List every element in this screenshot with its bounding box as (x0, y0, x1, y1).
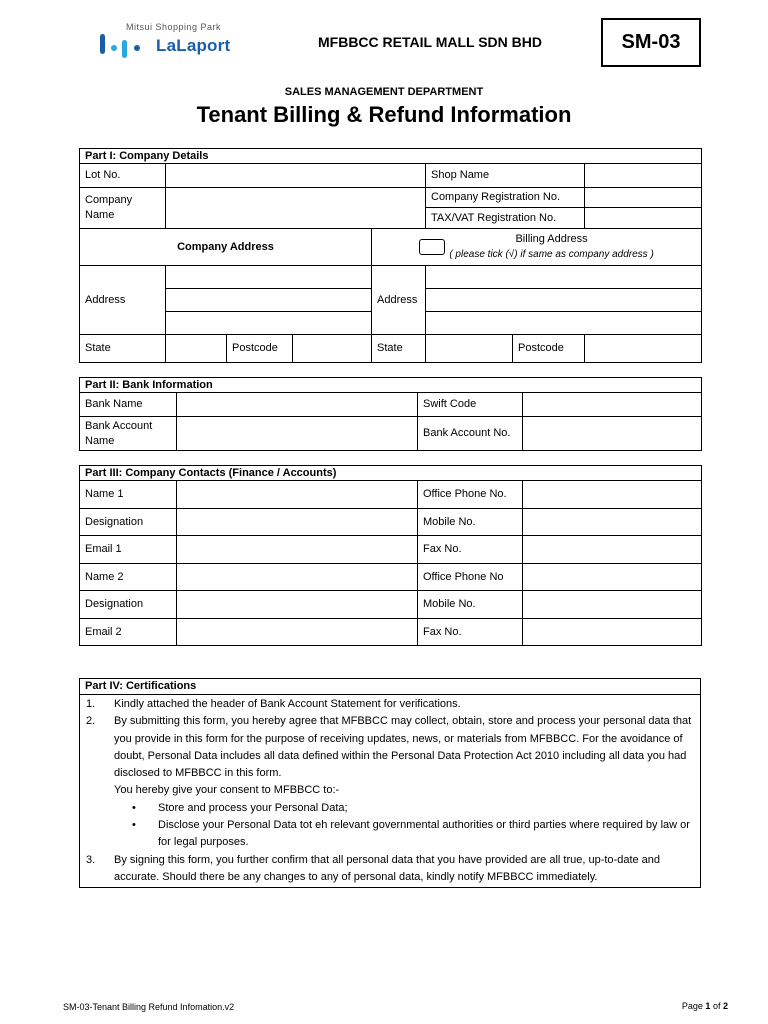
shop-name-label: Shop Name (426, 164, 585, 188)
billing-address-label: Billing Address (515, 233, 588, 245)
shop-name-field[interactable] (585, 164, 702, 188)
company-name: MFBBCC RETAIL MALL SDN BHD (318, 34, 542, 50)
contact-label: Office Phone No. (418, 481, 523, 509)
contact-label: Name 1 (80, 481, 177, 509)
contact-field[interactable] (177, 481, 418, 509)
contact-field[interactable] (177, 619, 418, 646)
company-name-label: Company Name (80, 188, 166, 229)
bank-account-name-field[interactable] (177, 417, 418, 451)
billing-state-field[interactable] (426, 335, 513, 363)
billing-address-line3[interactable] (426, 312, 702, 335)
certification-number: 1. (86, 698, 96, 710)
bullet-icon: • (132, 801, 136, 814)
swift-code-label: Swift Code (418, 393, 523, 417)
billing-state-label: State (372, 335, 426, 363)
contact-label: Mobile No. (418, 509, 523, 536)
page-total: 2 (722, 1001, 728, 1011)
company-address-heading: Company Address (80, 229, 372, 266)
company-address-line3[interactable] (166, 312, 372, 335)
bullet-icon: • (132, 819, 136, 832)
certifications-section (79, 678, 701, 888)
bank-account-no-field[interactable] (523, 417, 702, 451)
contact-label: Designation (80, 509, 177, 536)
page-title: Tenant Billing & Refund Information (196, 102, 572, 127)
company-reg-no-field[interactable] (585, 188, 702, 208)
company-postcode-field[interactable] (293, 335, 372, 363)
form-code-box: SM-03 (601, 18, 701, 67)
billing-address-heading (372, 229, 702, 266)
logo-wordmark: LaLaport (156, 36, 231, 55)
part2-heading: Part II: Bank Information (80, 378, 702, 393)
contact-field[interactable] (523, 481, 702, 509)
logo-tagline: Mitsui Shopping Park (126, 22, 222, 32)
certification-number: 3. (86, 853, 96, 866)
certification-item (86, 713, 694, 782)
lot-no-field[interactable] (166, 164, 426, 188)
document-reference: SM-03-Tenant Billing Refund Infomation.v2 (63, 1002, 235, 1012)
consent-intro: You hereby give your consent to MFBBCC to:- (114, 784, 340, 797)
certification-text: By signing this form, you further confirm that all personal data that you have provided are all true, up-to-date and accurate. Should there be any changes to any of personal data, kindly notify MFBBCC immediately. (114, 853, 661, 883)
contact-label: Office Phone No (418, 564, 523, 591)
certification-text: Kindly attached the header of Bank Account Statement for verifications. (114, 698, 461, 710)
consent-bullet (132, 800, 694, 817)
consent-block (114, 782, 694, 851)
certification-item (86, 696, 694, 713)
bank-account-name-label: Bank Account Name (80, 417, 177, 451)
certification-number: 2. (86, 715, 96, 728)
bank-name-label: Bank Name (80, 393, 177, 417)
lalaport-logo (100, 22, 260, 66)
contact-field[interactable] (523, 591, 702, 619)
page-of: of (712, 1001, 721, 1011)
certification-text: By submitting this form, you hereby agree that MFBBCC may collect, obtain, store and process your personal data that you provide in this form for the purpose of receiving updates, news, or materials from MFBBCC. For the avoidance of doubt, Personal Data includes all data defined within the Personal Data Protection Act 2010 including all data you had disclosed to MFBBCC in this form. (114, 715, 692, 780)
swift-code-field[interactable] (523, 393, 702, 417)
contact-field[interactable] (177, 564, 418, 591)
page-current: 1 (705, 1001, 711, 1011)
company-contacts-table (79, 465, 702, 646)
contact-label: Fax No. (418, 536, 523, 564)
billing-postcode-label: Postcode (513, 335, 585, 363)
page-number (682, 1001, 728, 1011)
consent-bullets (114, 800, 694, 852)
contact-label: Fax No. (418, 619, 523, 646)
same-address-checkbox[interactable] (419, 239, 445, 255)
consent-bullet-text: Store and process your Personal Data; (158, 801, 348, 814)
consent-bullet (132, 817, 694, 852)
company-postcode-label: Postcode (227, 335, 293, 363)
company-name-field[interactable] (166, 188, 426, 229)
contact-field[interactable] (177, 536, 418, 564)
billing-address-line2[interactable] (426, 289, 702, 312)
bank-account-no-label: Bank Account No. (418, 417, 523, 451)
contact-field[interactable] (523, 509, 702, 536)
certification-number (86, 782, 114, 851)
contact-field[interactable] (523, 536, 702, 564)
billing-postcode-field[interactable] (585, 335, 702, 363)
company-address-line2[interactable] (166, 289, 372, 312)
contact-field[interactable] (177, 509, 418, 536)
contact-label: Email 1 (80, 536, 177, 564)
lot-no-label: Lot No. (80, 164, 166, 188)
company-state-field[interactable] (166, 335, 227, 363)
company-details-table (79, 148, 702, 363)
certification-item (86, 852, 694, 887)
contact-field[interactable] (523, 619, 702, 646)
company-state-label: State (80, 335, 166, 363)
contact-field[interactable] (523, 564, 702, 591)
certification-item (86, 782, 694, 851)
contact-label: Designation (80, 591, 177, 619)
contact-label: Name 2 (80, 564, 177, 591)
company-reg-no-label: Company Registration No. (426, 188, 585, 208)
logo-mark-icon (100, 32, 150, 62)
billing-address-line1[interactable] (426, 266, 702, 289)
consent-bullet-text: Disclose your Personal Data tot eh relevant governmental authorities or third parties where required by law or for legal purposes. (158, 819, 690, 849)
billing-address-note: ( please tick (√) if same as company address ) (449, 249, 654, 260)
part3-heading: Part III: Company Contacts (Finance / Accounts) (80, 466, 702, 481)
part1-heading: Part I: Company Details (80, 149, 702, 164)
bank-information-table (79, 377, 702, 451)
company-address-label: Address (80, 266, 166, 335)
contact-field[interactable] (177, 591, 418, 619)
contact-label: Email 2 (80, 619, 177, 646)
department-name: SALES MANAGEMENT DEPARTMENT (284, 86, 484, 98)
company-address-line1[interactable] (166, 266, 372, 289)
bank-name-field[interactable] (177, 393, 418, 417)
tax-vat-reg-no-field[interactable] (585, 208, 702, 229)
certifications-list (80, 695, 700, 886)
part4-heading: Part IV: Certifications (80, 679, 700, 695)
contact-label: Mobile No. (418, 591, 523, 619)
page-label: Page (681, 1001, 703, 1011)
billing-address-label-row: Address (372, 266, 426, 335)
tax-vat-reg-no-label: TAX/VAT Registration No. (426, 208, 585, 229)
